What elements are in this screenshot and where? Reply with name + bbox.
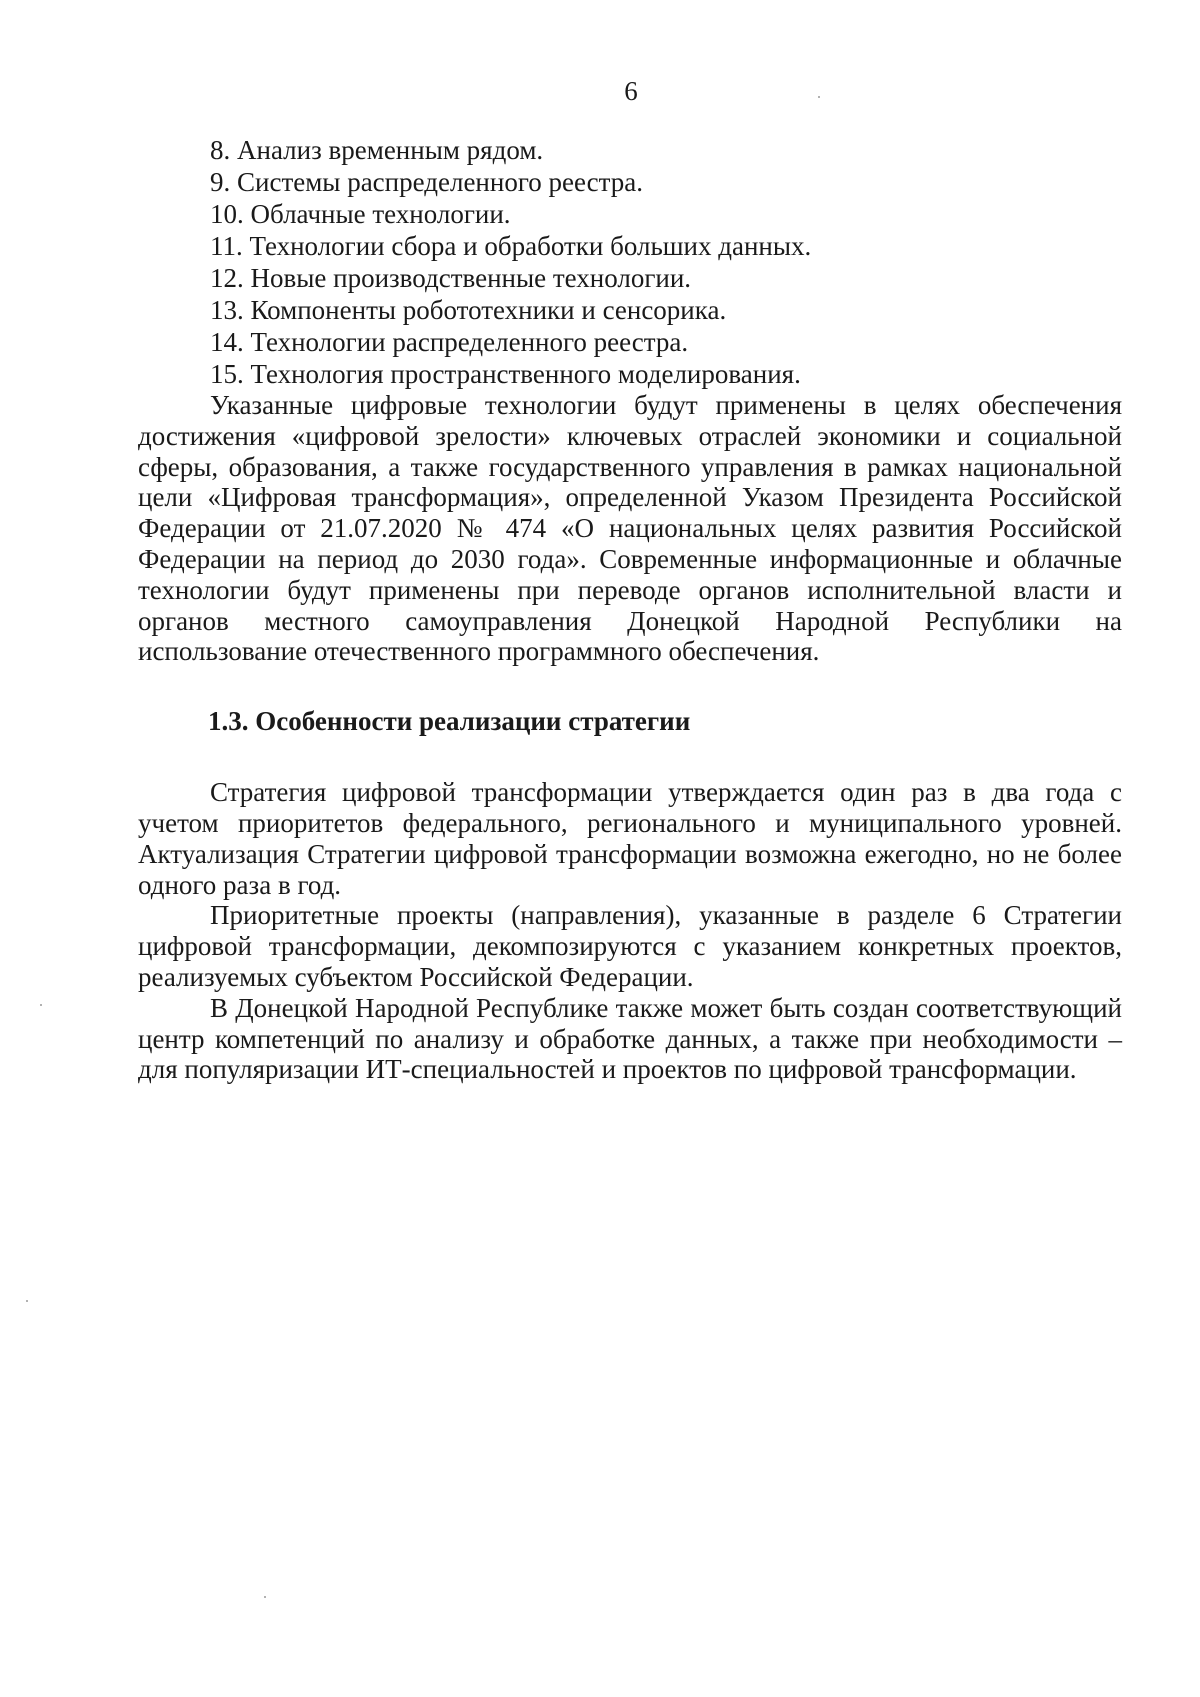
scan-speck bbox=[818, 96, 820, 98]
page-number: 6 bbox=[624, 76, 638, 106]
paragraph-digital-technologies: Указанные цифровые технологии будут применены в целях обеспечения достижения «цифровой зрелости» ключевых отраслей экономики и социальной сферы, образования, а также государственного управления в рамках национальной цели «Цифровая трансформация», определенной Указом Президента Российской Федерации от 21.07.2020 № 474 «О национальных целях развития Российской Федерации на период до 2030 года». Современные информационные и облачные технологии будут применены при переводе органов исполнительной власти и органов местного самоуправления Донецкой Народной Республики на использование отечественного программного обеспечения. bbox=[138, 390, 1122, 667]
list-item: 8. Анализ временным рядом. bbox=[210, 135, 544, 165]
page-content bbox=[138, 134, 1122, 1085]
list-item: 14. Технологии распределенного реестра. bbox=[210, 327, 689, 357]
paragraph-priority-projects: Приоритетные проекты (направления), указанные в разделе 6 Стратегии цифровой трансформации, декомпозируются с указанием конкретных проектов, реализуемых субъектом Российской Федерации. bbox=[138, 900, 1122, 992]
scan-speck bbox=[264, 1596, 266, 1598]
scan-speck bbox=[40, 1004, 42, 1006]
paragraph-competence-center: В Донецкой Народной Республике также может быть создан соответствующий центр компетенций по анализу и обработке данных, а также при необходимости – для популяризации ИТ-специальностей и проектов по цифровой трансформации. bbox=[138, 992, 1122, 1085]
list-item: 15. Технология пространственного моделирования. bbox=[210, 359, 801, 389]
paragraph-strategy-approval: Стратегия цифровой трансформации утверждается один раз в два года с учетом приоритетов федерального, регионального и муниципального уровней. Актуализация Стратегии цифровой трансформации возможна ежегодно, но не более одного раза в год. bbox=[138, 777, 1122, 900]
list-item: 12. Новые производственные технологии. bbox=[210, 263, 692, 293]
list-item: 9. Системы распределенного реестра. bbox=[210, 167, 643, 197]
list-item: 13. Компоненты робототехники и сенсорика. bbox=[210, 295, 727, 325]
section-heading: 1.3. Особенности реализации стратегии bbox=[208, 706, 691, 737]
list-item: 10. Облачные технологии. bbox=[210, 199, 511, 229]
technology-list bbox=[138, 134, 1122, 390]
scan-speck bbox=[26, 1300, 28, 1302]
list-item: 11. Технологии сбора и обработки больших данных. bbox=[210, 231, 812, 261]
